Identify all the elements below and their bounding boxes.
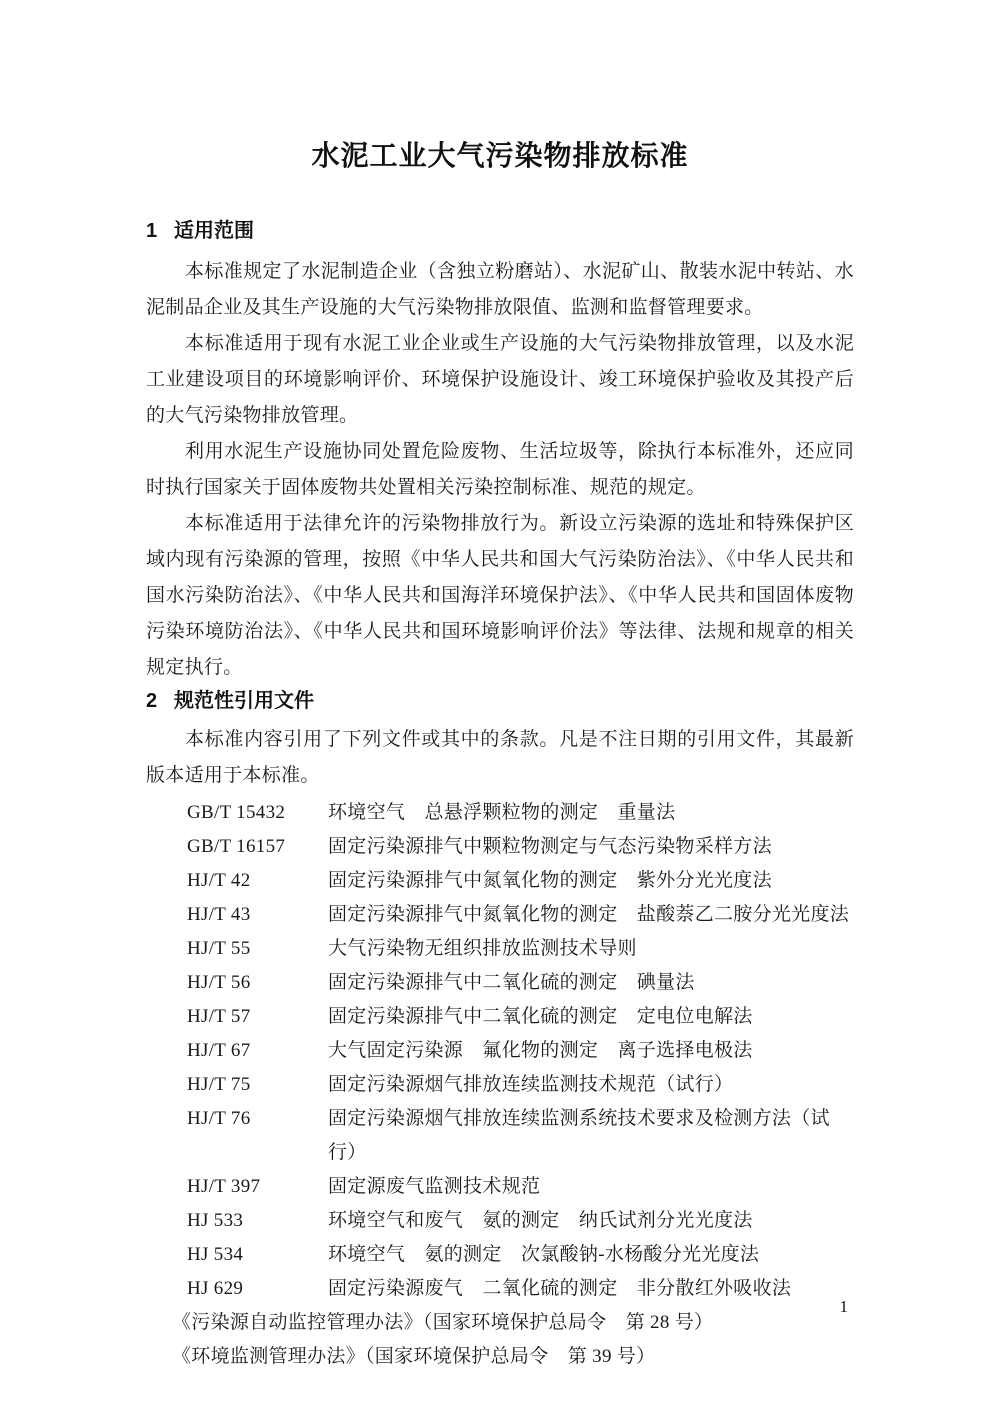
reference-code: HJ/T 397 — [187, 1176, 261, 1197]
section-2-heading — [146, 688, 854, 714]
reference-code: HJ 534 — [187, 1244, 244, 1265]
section-2-number: 2 — [146, 690, 158, 712]
reference-code: HJ/T 43 — [187, 904, 251, 925]
page-number: 1 — [839, 1297, 848, 1316]
reference-code: HJ/T 75 — [187, 1074, 251, 1095]
reference-item — [146, 966, 854, 1000]
reference-item — [146, 898, 854, 932]
reference-title: 环境空气和废气 氨的测定 纳氏试剂分光光度法 — [328, 1210, 753, 1231]
reference-code: HJ/T 55 — [187, 938, 251, 959]
reference-item — [146, 1034, 854, 1068]
paragraph-scope-3: 利用水泥生产设施协同处置危险废物、生活垃圾等，除执行本标准外，还应同时执行国家关于固体废物共处置相关污染控制标准、规范的规定。 — [146, 441, 854, 498]
reference-title: 固定污染源排气中二氧化硫的测定 定电位电解法 — [328, 1006, 753, 1027]
reference-title: 大气污染物无组织排放监测技术导则 — [328, 938, 637, 959]
reference-title: 固定污染源排气中氮氧化物的测定 盐酸萘乙二胺分光光度法 — [328, 904, 850, 925]
section-1-title: 适用范围 — [174, 220, 254, 242]
section-2-title: 规范性引用文件 — [174, 690, 314, 712]
reference-item — [146, 932, 854, 966]
reference-item — [146, 1170, 854, 1204]
reference-code: HJ/T 76 — [187, 1108, 251, 1129]
reference-item — [146, 864, 854, 898]
paragraph-scope-2: 本标准适用于现有水泥工业企业或生产设施的大气污染物排放管理，以及水泥工业建设项目的环境影响评价、环境保护设施设计、竣工环境保护验收及其投产后的大气污染物排放管理。 — [146, 333, 854, 426]
reference-item — [146, 1272, 854, 1306]
reference-title: 环境空气 总悬浮颗粒物的测定 重量法 — [328, 802, 676, 823]
reference-title: 固定污染源废气 二氧化硫的测定 非分散红外吸收法 — [328, 1278, 792, 1299]
reference-item — [146, 1068, 854, 1102]
document-title: 水泥工业大气污染物排放标准 — [311, 140, 689, 171]
reference-item — [146, 830, 854, 864]
reference-list — [146, 796, 854, 1306]
reference-title: 固定污染源烟气排放连续监测系统技术要求及检测方法（试行） — [328, 1108, 830, 1163]
reference-item — [146, 1000, 854, 1034]
paragraph-scope-1: 本标准规定了水泥制造企业（含独立粉磨站）、水泥矿山、散装水泥中转站、水泥制品企业及其生产设施的大气污染物排放限值、监测和监督管理要求。 — [146, 261, 854, 318]
reference-title: 环境空气 氨的测定 次氯酸钠-水杨酸分光光度法 — [328, 1244, 760, 1265]
reference-code: HJ/T 56 — [187, 972, 251, 993]
paragraph-references-intro: 本标准内容引用了下列文件或其中的条款。凡是不注日期的引用文件，其最新版本适用于本标准。 — [146, 729, 854, 786]
section-1-number: 1 — [146, 220, 158, 242]
reference-item — [146, 1204, 854, 1238]
reference-item — [146, 796, 854, 830]
reference-code: GB/T 16157 — [187, 836, 286, 857]
section-1-heading — [146, 218, 854, 244]
regulation-line: 《环境监测管理办法》（国家环境保护总局令 第 39 号） — [172, 1346, 656, 1367]
reference-title: 大气固定污染源 氟化物的测定 离子选择电极法 — [328, 1040, 753, 1061]
reference-title: 固定污染源排气中二氧化硫的测定 碘量法 — [328, 972, 695, 993]
reference-code: GB/T 15432 — [187, 802, 286, 823]
paragraph-scope-4: 本标准适用于法律允许的污染物排放行为。新设立污染源的选址和特殊保护区域内现有污染源的管理，按照《中华人民共和国大气污染防治法》、《中华人民共和国水污染防治法》、《中华人民共和国海洋环境保护法》、《中华人民共和国固体废物污染环境防治法》、《中华人民共和国环境影响评价法》等法律、法规和规章的相关规定执行。 — [146, 513, 854, 678]
reference-code: HJ/T 57 — [187, 1006, 251, 1027]
reference-item — [146, 1102, 854, 1170]
reference-code: HJ/T 67 — [187, 1040, 251, 1061]
reference-title: 固定污染源排气中颗粒物测定与气态污染物采样方法 — [328, 836, 772, 857]
reference-code: HJ 533 — [187, 1210, 244, 1231]
reference-title: 固定污染源烟气排放连续监测技术规范（试行） — [328, 1074, 734, 1095]
regulation-line: 《污染源自动监控管理办法》（国家环境保护总局令 第 28 号） — [172, 1312, 714, 1333]
reference-title: 固定源废气监测技术规范 — [328, 1176, 541, 1197]
reference-item — [146, 1238, 854, 1272]
reference-title: 固定污染源排气中氮氧化物的测定 紫外分光光度法 — [328, 870, 772, 891]
reference-code: HJ 629 — [187, 1278, 244, 1299]
reference-code: HJ/T 42 — [187, 870, 251, 891]
